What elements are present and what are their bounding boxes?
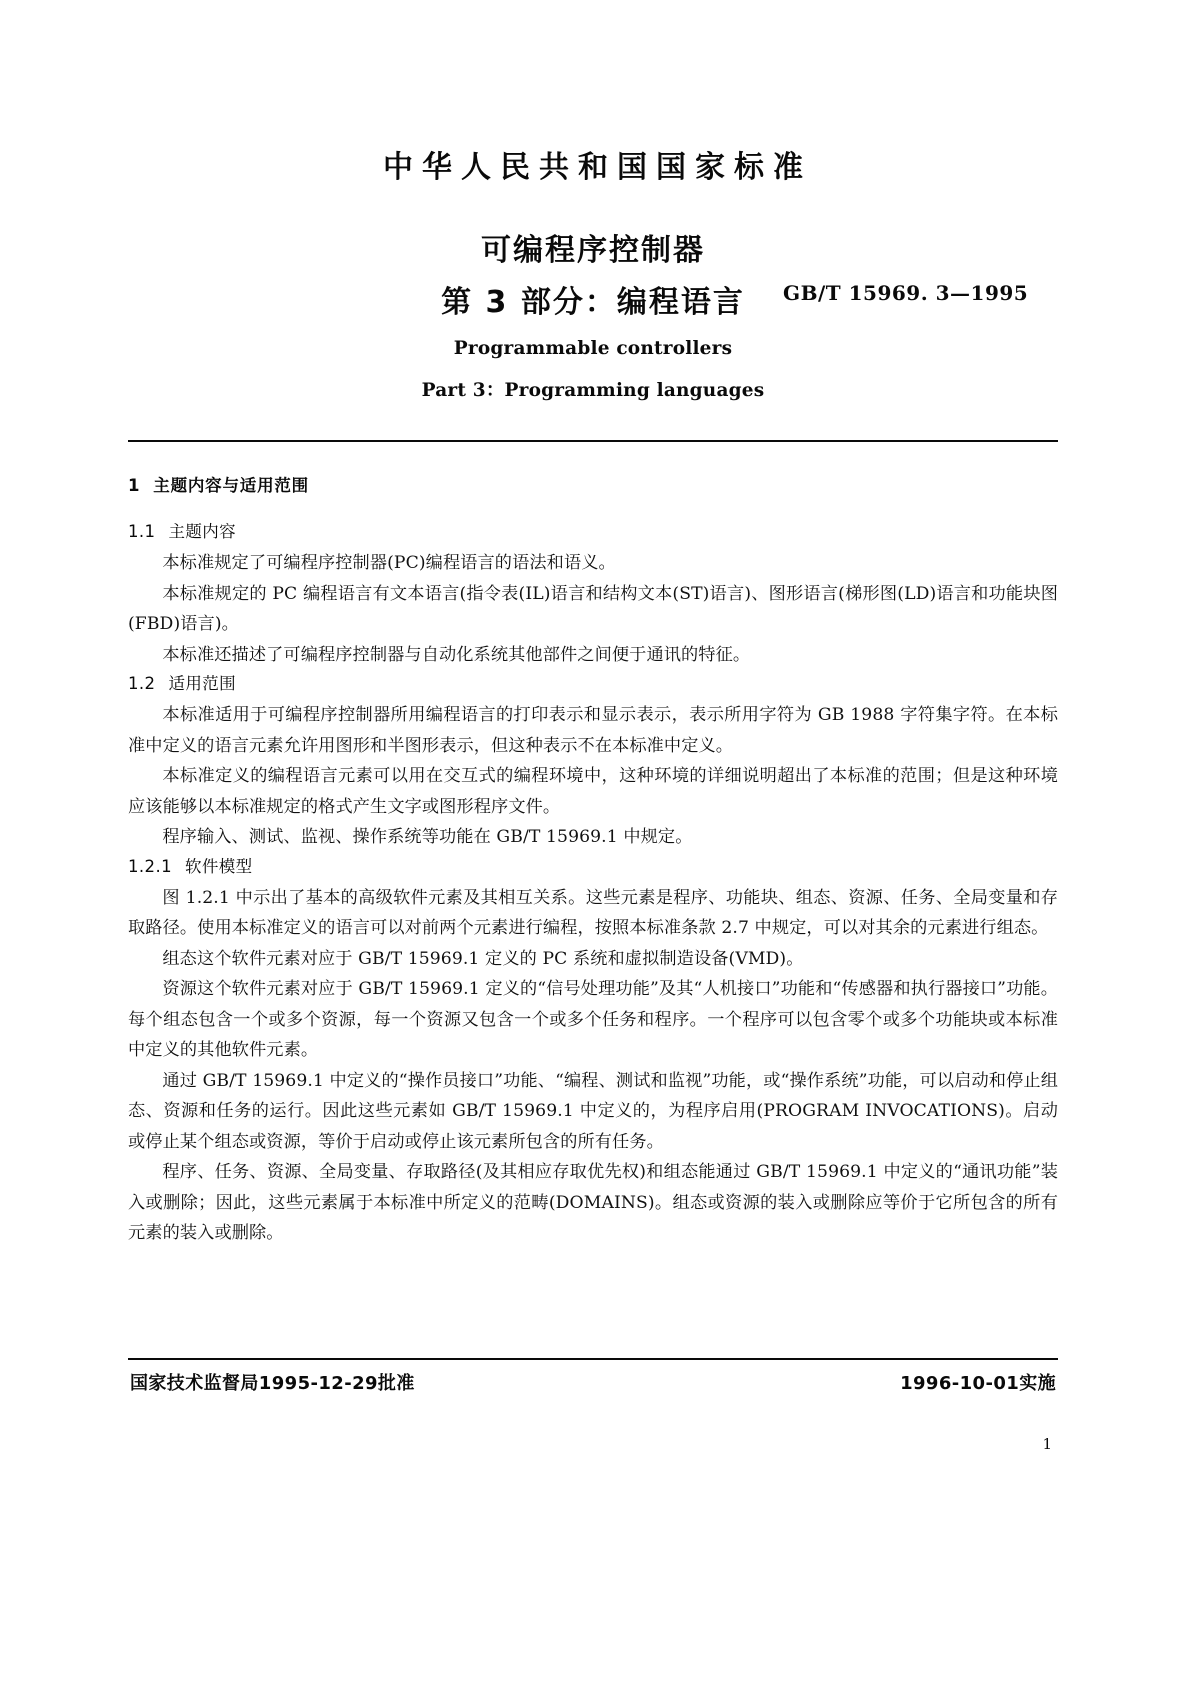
document-title-line-1: 可编程序控制器 xyxy=(481,233,705,268)
paragraph: 程序输入、测试、监视、操作系统等功能在 GB/T 15969.1 中规定。 xyxy=(162,827,693,847)
header-divider-rule xyxy=(128,440,1058,442)
standard-number: GB/T 15969. 3—1995 xyxy=(783,281,1029,305)
heading-section-1 xyxy=(128,472,1058,496)
paragraph: 通过 GB/T 15969.1 中定义的“操作员接口”功能、“编程、测试和监视”功能，或“操作系统”功能，可以启动和停止组态、资源和任务的运行。因此这些元素如 GB/T 15969.1 中定义的，为程序启用(PROGRAM INVOCATIONS)。启动或停止某个组态或资源，等价于启动或停止该元素所包含的所有任务。 xyxy=(128,1070,1058,1152)
page-footer xyxy=(128,1369,1058,1395)
heading-section-1-2-1 xyxy=(128,853,1058,877)
paragraph: 组态这个软件元素对应于 GB/T 15969.1 定义的 PC 系统和虚拟制造设备(VMD)。 xyxy=(162,948,804,969)
paragraph: 本标准适用于可编程序控制器所用编程语言的打印表示和显示表示，表示所用字符为 GB 1988 字符集字符。在本标准中定义的语言元素允许用图形和半图形表示，但这种表示不在本标准中定义。 xyxy=(128,705,1058,756)
masthead xyxy=(128,150,1058,186)
heading-section-1-number: 1 xyxy=(128,476,141,495)
english-title-line-2: Part 3：Programming languages xyxy=(421,379,765,401)
footer-divider-rule xyxy=(128,1358,1058,1360)
document-body xyxy=(128,472,1058,1249)
heading-section-1-2-1-title: 软件模型 xyxy=(184,856,253,876)
heading-section-1-1 xyxy=(128,518,1058,542)
paragraph: 程序、任务、资源、全局变量、存取路径(及其相应存取优先权)和组态能通过 GB/T 15969.1 中定义的“通讯功能”装入或删除；因此，这些元素属于本标准中所定义的范畴(DOMAINS)。组态或资源的装入或删除应等价于它所包含的所有元素的装入或删除。 xyxy=(128,1162,1058,1243)
heading-section-1-1-number: 1.1 xyxy=(128,522,156,541)
heading-section-1-title: 主题内容与适用范围 xyxy=(153,476,309,495)
page-number: 1 xyxy=(1042,1435,1052,1453)
paragraph: 本标准还描述了可编程序控制器与自动化系统其他部件之间便于通讯的特征。 xyxy=(162,644,751,665)
page-content-area xyxy=(128,0,1058,1684)
paragraph: 本标准定义的编程语言元素可以用在交互式的编程环境中，这种环境的详细说明超出了本标准的范围；但是这种环境应该能够以本标准规定的格式产生文字或图形程序文件。 xyxy=(128,766,1058,817)
english-title-block xyxy=(128,340,1058,400)
heading-section-1-2-title: 适用范围 xyxy=(168,674,237,693)
footer-approval-text: 国家技术监督局1995-12-29批准 xyxy=(130,1373,415,1394)
paragraph: 本标准规定了可编程序控制器(PC)编程语言的语法和语义。 xyxy=(162,553,616,573)
heading-section-1-2-number: 1.2 xyxy=(128,674,156,693)
paragraph: 资源这个软件元素对应于 GB/T 15969.1 定义的“信号处理功能”及其“人机接口”功能和“传感器和执行器接口”功能。每个组态包含一个或多个资源，每一个资源又包含一个或多个任务和程序。一个程序可以包含零个或多个功能块或本标准中定义的其他软件元素。 xyxy=(128,979,1058,1060)
heading-section-1-2 xyxy=(128,670,1058,694)
footer-effective-date: 1996-10-01实施 xyxy=(900,1373,1056,1394)
heading-section-1-2-1-number: 1.2.1 xyxy=(128,856,172,876)
paragraph: 本标准规定的 PC 编程语言有文本语言(指令表(IL)语言和结构文本(ST)语言)、图形语言(梯形图(LD)语言和功能块图(FBD)语言)。 xyxy=(128,583,1058,634)
national-standard-header: 中华人民共和国国家标准 xyxy=(383,150,812,185)
heading-section-1-1-title: 主题内容 xyxy=(168,522,237,541)
document-title-block xyxy=(128,233,1058,320)
paragraph: 图 1.2.1 中示出了基本的高级软件元素及其相互关系。这些元素是程序、功能块、组态、资源、任务、全局变量和存取路径。使用本标准定义的语言可以对前两个元素进行编程，按照本标准条款 2.7 中规定，可以对其余的元素进行组态。 xyxy=(128,887,1058,938)
document-title-line-2: 第 3 部分：编程语言 xyxy=(441,285,745,320)
english-title-line-1: Programmable controllers xyxy=(453,338,733,359)
